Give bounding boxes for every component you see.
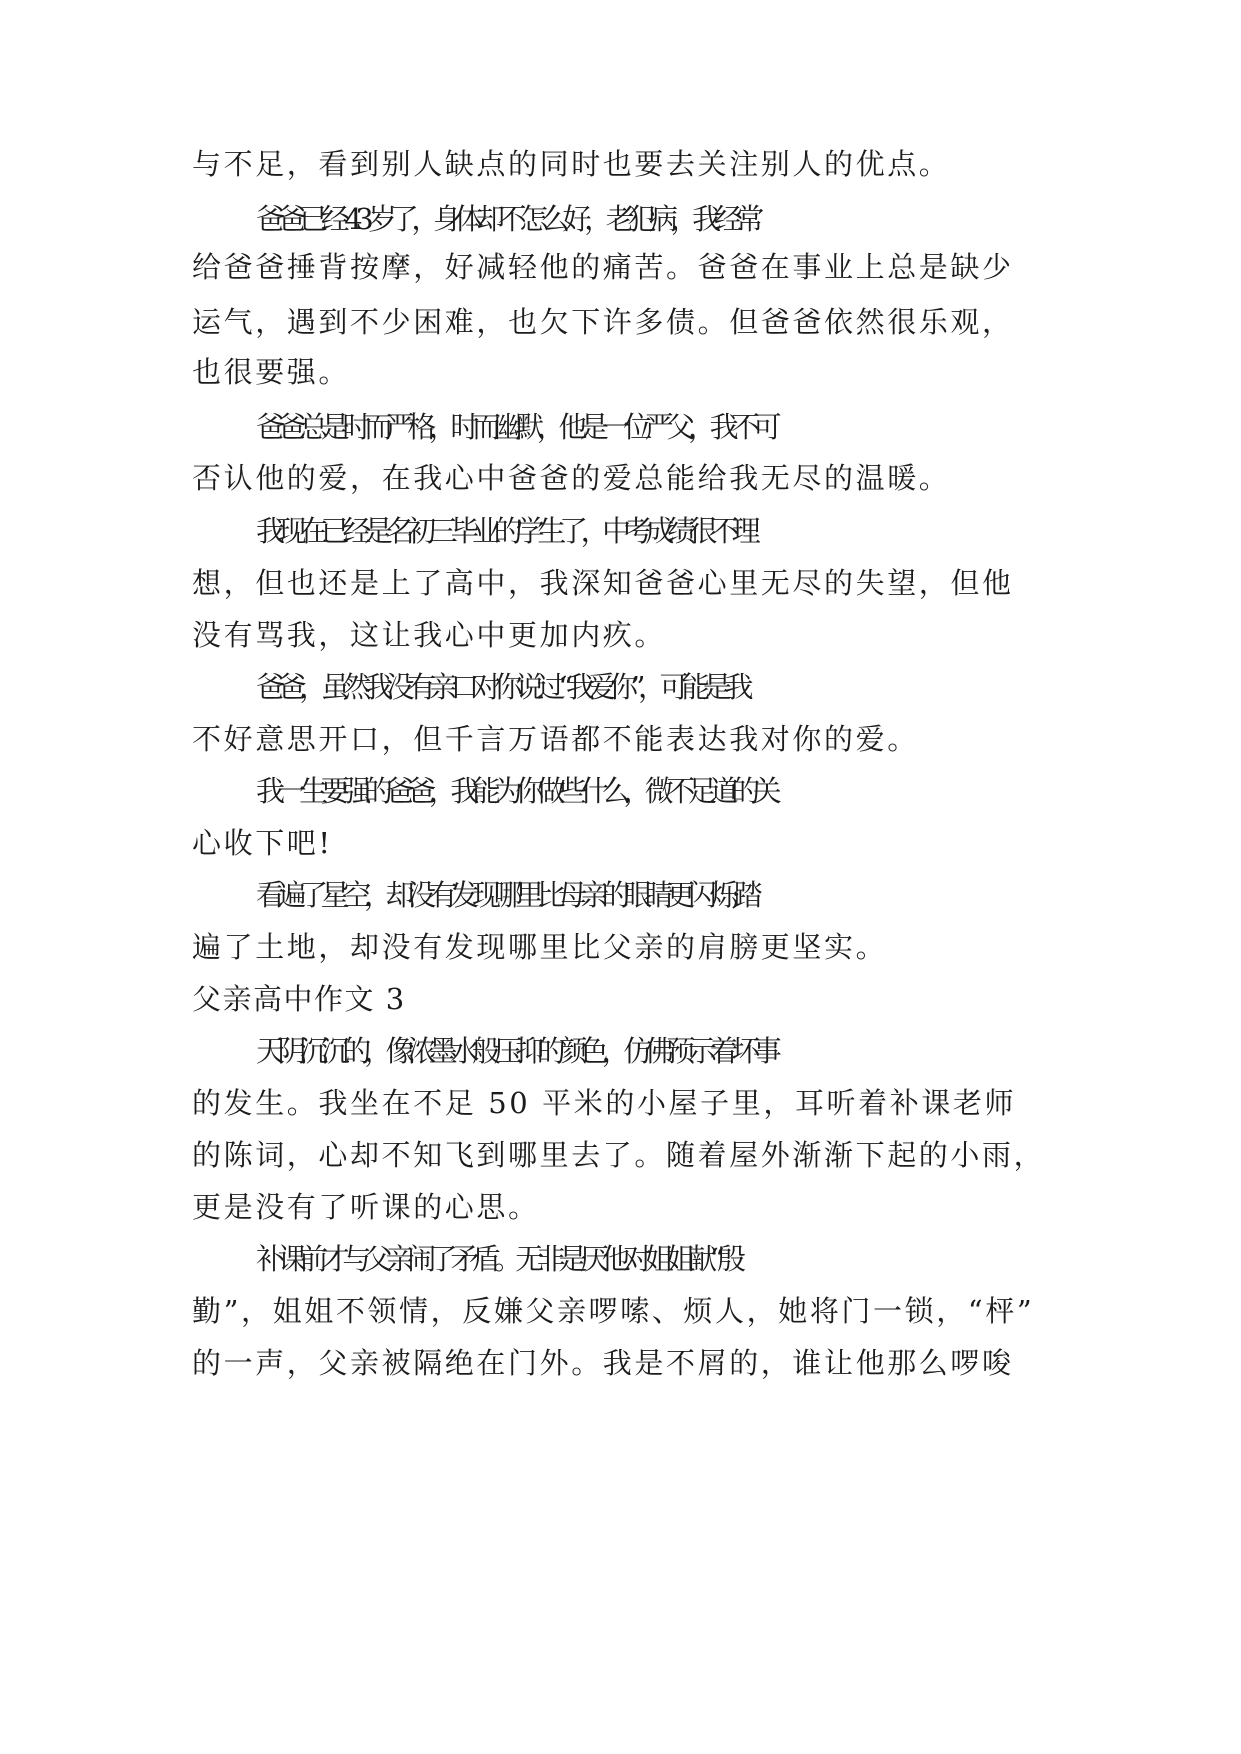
text-line: 补课前才与父亲闹了矛盾。无非是厌他对姐姐献“殷 — [256, 1242, 739, 1276]
text-line: 不好意思开口，但千言万语都不能表达我对你的爱。 — [192, 722, 919, 756]
text-line: 给爸爸捶背按摩，好减轻他的痛苦。爸爸在事业上总是缺少 — [192, 250, 1014, 284]
text-line: 没有骂我，这让我心中更加内疚。 — [192, 618, 667, 652]
text-line: 爸爸总是时而严格，时而幽默，他是一位严父，我不可 — [256, 410, 775, 444]
text-line: 否认他的爱，在我心中爸爸的爱总能给我无尽的温暖。 — [192, 461, 951, 495]
text-line: 的陈词，心却不知飞到哪里去了。随着屋外渐渐下起的小雨， — [192, 1138, 1046, 1172]
text-line: 天阴沉沉的，像浓墨水般压抑的颜色，仿佛预示着坏事 — [256, 1034, 775, 1068]
text-line: 的发生。我坐在不足 50 平米的小屋子里，耳听着补课老师 — [192, 1086, 1017, 1120]
text-line: 勤”，姐姐不领情，反嫌父亲啰嗦、烦人，她将门一锁，“枰” — [192, 1294, 1035, 1328]
text-line: 与不足，看到别人缺点的同时也要去关注别人的优点。 — [192, 147, 951, 181]
text-line: 爸爸已经 43 岁了，身体却不怎么好，老犯病，我经常 — [256, 202, 757, 236]
text-line: 我现在已经是名初三毕业的'学生了，中考成绩很不理 — [256, 514, 754, 548]
text-line: 运气，遇到不少困难，也欠下许多债。但爸爸依然很乐观， — [192, 305, 1014, 339]
text-line: 的一声，父亲被隔绝在门外。我是不屑的，谁让他那么啰唆 — [192, 1346, 1014, 1380]
text-line: 心收下吧! — [192, 826, 333, 860]
text-line: 更是没有了听课的心思。 — [192, 1190, 540, 1224]
text-line: 遍了土地，却没有发现哪里比父亲的肩膀更坚实。 — [192, 930, 888, 964]
text-line: 也很要强。 — [192, 355, 351, 389]
text-line: 看遍了星空，却没有发现哪里比母亲的眼睛更闪烁;踏 — [256, 878, 756, 912]
section-heading: 父亲高中作文 3 — [192, 982, 406, 1016]
text-line: 想，但也还是上了高中，我深知爸爸心里无尽的失望，但他 — [192, 566, 1014, 600]
text-line: 我一生要强的爸爸，我能为你做些什么，微不足道的关 — [256, 774, 775, 808]
text-line: 爸爸，虽然我没有亲口对你说过“我爱你”，可能是我 — [256, 670, 747, 704]
